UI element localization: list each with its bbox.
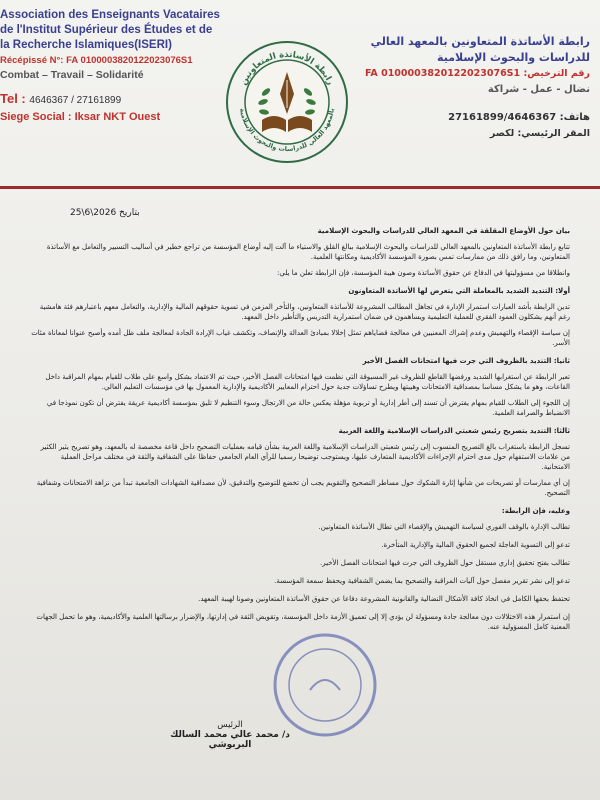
letterhead-arabic: [345, 34, 590, 142]
association-name-line1: Association des Enseignants Vacataires: [0, 9, 220, 21]
association-logo: [222, 22, 352, 182]
association-name-ar-line1: رابطة الأساتذة المتعاونين بالمعهد العالي: [370, 35, 590, 48]
signatory-name: د/ محمد عالي محمد السالك البربوشي: [170, 730, 290, 750]
motto: Combat – Travail – Solidarité: [0, 69, 144, 81]
logo-ring-bottom: بالمعهد العالي للدراسات والبحوث الإسلامية: [238, 107, 336, 154]
section-2-text: تعبر الرابطة عن استغرابها الشديد ورفضها القاطع للظروف غير المسبوقة التي نظمت فيها امتحانات الفصل الأخير، حيث تم الاعتماد بشكل واسع على طلاب للقيام بمهام المراقبة داخل القاعات، وهو ما يشكل مساسا بمصداقية الامتحانات وهيبتها ويطرح تساؤلات جدية حول احترام المعايير الأكاديمية والإدارية المعمول بها في مؤسسات التعليم العالي.: [45, 373, 570, 391]
demands-title: وعليه، فإن الرابطة:: [501, 507, 570, 515]
registration-number-ar: رقم الترخيص: FA 0100003820122023076S1: [365, 68, 590, 79]
telephone-label: Tel :: [0, 91, 26, 106]
telephone: [0, 91, 225, 108]
section-3-text: تسجل الرابطة باستغراب بالغ التصريح المنسوب إلى رئيس شعبتي الدراسات الإسلامية واللغة العربية بشأن قيامه بعمليات التصحيح داخل قاعة مخصصة له بالمعهد، وهو تصريح يثير الكثير من علامات الاستفهام حول مدى احترام الإجراءات الأكاديمية المتعارف عليها، ويستوجب توضيحا رسميا للرأي العام الجامعي حفاظا على الشفافية والثقة في مختلف مراحل العملية الامتحانية.: [40, 443, 570, 471]
head-office-ar: المقر الرئيسي: لكصر: [489, 128, 590, 139]
section-1-title: أولا: التنديد الشديد بالمعاملة التي يتعرض لها الأساتذة المتعاونون: [348, 287, 570, 295]
section-3-text-2: إن أي ممارسات أو تصريحات من شأنها إثارة الشكوك حول مساطر التصحيح والتقويم يجب أن تخضع للتوضيح والتدقيق، لأن مصداقية الشهادات الجامعية تبدأ من نزاهة الامتحانات وشفافية التصحيح.: [36, 479, 570, 497]
header-divider: [0, 186, 600, 189]
telephone-value: 4646367 / 27161899: [29, 95, 122, 106]
demand-1: تطالب الإدارة بالوقف الفوري لسياسة التهميش والإقصاء التي تطال الأساتذة المتعاونين.: [318, 523, 570, 531]
section-2-text-2: إن اللجوء إلى الطلاب للقيام بمهام يفترض أن تسند إلى أطر إدارية أو تربوية مؤهلة يعكس حالة من الارتجال وسوء التنظيم لا تليق بمؤسسة أكاديمية عريقة يفترض أن تكون نموذجا في الانضباط والصرامة العلمية.: [46, 399, 570, 417]
section-1-text-2: إن سياسة الإقصاء والتهميش وعدم إشراك المعنيين في معالجة قضاياهم تمثل إخلالا بمبادئ العدالة والإنصاف، وتكشف غياب الإرادة الجادة لمعالجة ملف ظل أمده وأصبح عنوانا لمعاناة مئات الأسر.: [31, 329, 570, 347]
association-name-line2: de l'Institut Supérieur des Études et de: [0, 24, 213, 36]
letterhead-french: [0, 8, 225, 125]
telephone-ar: هاتف: 27161899/4646367: [448, 112, 590, 123]
head-office: Siege Social : Iksar NKT Ouest: [0, 111, 161, 123]
statement-intro: تتابع رابطة الأساتذة المتعاونين بالمعهد العالي للدراسات والبحوث الإسلامية ببالغ القلق والاستياء ما آلت إليه أوضاع المؤسسة من تراجع خطير في أساليب التسيير والتعامل مع الأساتذة المتعاونين، وما رافق ذلك من ممارسات تمس بصورة المؤسسة الأكاديمية ومكانتها العلمية.: [46, 243, 570, 261]
demand-3: تطالب بفتح تحقيق إداري مستقل حول الظروف التي جرت فيها امتحانات الفصل الأخير.: [320, 559, 570, 567]
section-3-title: ثالثا: التنديد بتصريح رئيس شعبتي الدراسات الإسلامية واللغة العربية: [338, 427, 570, 435]
section-2-title: ثانيا: التنديد بالظروف التي جرت فيها امتحانات الفصل الأخير: [362, 357, 570, 365]
logo-ring-top: رابطة الأساتذة المتعاونين: [238, 49, 336, 87]
demand-4: تدعو إلى نشر تقرير مفصل حول آليات المراقبة والتصحيح بما يضمن الشفافية ويحفظ سمعة المؤسسة.: [274, 577, 570, 585]
statement-title: بيان حول الأوضاع المقلقة في المعهد العالي للدراسات والبحوث الإسلامية: [317, 227, 570, 235]
statement-body: [30, 226, 570, 638]
closing-paragraph: إن استمرار هذه الاختلالات دون معالجة جادة ومسؤولة لن يؤدي إلا إلى تعميق الأزمة داخل المؤسسة، وتقويض الثقة في إدارتها، والإضرار برسالتها العلمية والأكاديمية، وهو ما تحمل الجهات المعنية كامل المسؤولية عنه.: [36, 613, 570, 631]
letter-date: بتاريخ 2026\6\25: [70, 208, 140, 218]
demand-2: تدعو إلى التسوية العاجلة لجميع الحقوق المالية والإدارية المتأخرة.: [381, 541, 570, 549]
signature-block: [160, 720, 300, 750]
demand-5: تحتفظ بحقها الكامل في اتخاذ كافة الأشكال النضالية والقانونية المشروعة دفاعا عن حقوق الأساتذة المتعاونين وصونا لهيبة المعهد.: [198, 595, 570, 603]
registration-number: Récépissé N°: FA 0100003820122023076S1: [0, 55, 193, 66]
association-name-line3: la Recherche Islamiques(ISERI): [0, 39, 172, 51]
section-1-text: تدين الرابطة بأشد العبارات استمرار الإدارة في تجاهل المطالب المشروعة للأساتذة المتعاونين، والتأخر المزمن في تسوية حقوقهم المالية والإدارية، والتعامل معهم باعتبارهم فئة هامشية رغم أنهم يشكلون العمود الفقري للعملية التعليمية ويساهمون في ضمان استمرارية التدريس والتأطير داخل المعهد.: [39, 303, 570, 321]
signatory-role: الرئيس: [217, 720, 243, 730]
statement-intro-2: وانطلاقا من مسؤوليتها في الدفاع عن حقوق الأساتذة وصون هيبة المؤسسة، فإن الرابطة تعلن ما يلي:: [277, 269, 570, 277]
association-name-ar-line2: للدراسات والبحوث الإسلامية: [437, 51, 590, 64]
motto-ar: نضال - عمل - شراكة: [487, 84, 590, 95]
